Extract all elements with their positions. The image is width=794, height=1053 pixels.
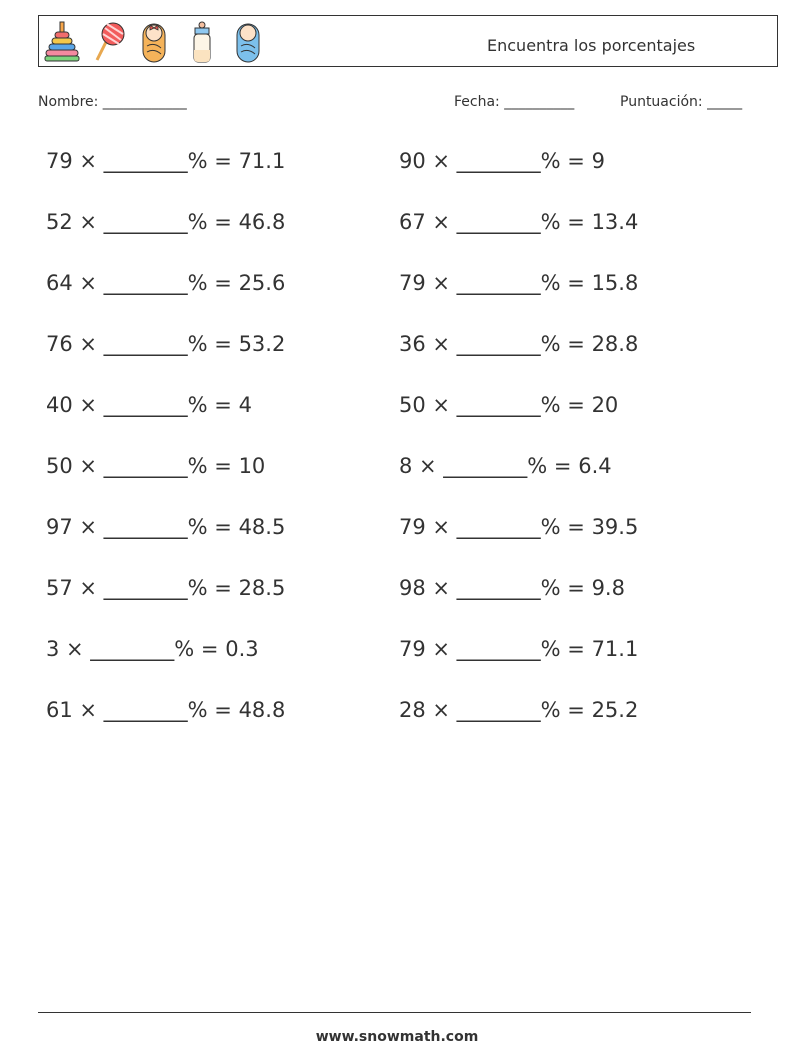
footer-divider	[38, 1012, 751, 1013]
worksheet-header	[38, 15, 778, 67]
problem-left-4: 76 × ________% = 53.2	[46, 332, 286, 356]
problem-left-9: 3 × ________% = 0.3	[46, 637, 259, 661]
problem-left-3: 64 × ________% = 25.6	[46, 271, 286, 295]
stacking-rings-toy-icon	[43, 20, 81, 64]
problem-right-2: 67 × ________% = 13.4	[399, 210, 639, 234]
date-field-label: Fecha: __________	[454, 94, 575, 110]
problem-right-4: 36 × ________% = 28.8	[399, 332, 639, 356]
problem-right-5: 50 × ________% = 20	[399, 393, 619, 417]
score-field-label: Puntuación: _____	[620, 94, 743, 110]
problem-left-8: 57 × ________% = 28.5	[46, 576, 286, 600]
problem-right-3: 79 × ________% = 15.8	[399, 271, 639, 295]
problem-right-10: 28 × ________% = 25.2	[399, 698, 639, 722]
problem-left-6: 50 × ________% = 10	[46, 454, 266, 478]
problem-left-5: 40 × ________% = 4	[46, 393, 252, 417]
problem-right-9: 79 × ________% = 71.1	[399, 637, 639, 661]
swaddled-baby-boy-icon	[233, 20, 263, 64]
swaddled-baby-girl-icon	[139, 20, 169, 64]
problem-right-8: 98 × ________% = 9.8	[399, 576, 625, 600]
problem-right-7: 79 × ________% = 39.5	[399, 515, 639, 539]
problem-right-1: 90 × ________% = 9	[399, 149, 605, 173]
baby-bottle-icon	[189, 20, 215, 64]
name-field-label: Nombre: ____________	[38, 94, 187, 110]
lollipop-icon	[91, 20, 129, 64]
worksheet-title: Encuentra los porcentajes	[487, 36, 696, 55]
problem-left-7: 97 × ________% = 48.5	[46, 515, 286, 539]
problem-left-10: 61 × ________% = 48.8	[46, 698, 286, 722]
problem-left-1: 79 × ________% = 71.1	[46, 149, 286, 173]
footer-url[interactable]: www.snowmath.com	[315, 1029, 479, 1045]
problem-left-2: 52 × ________% = 46.8	[46, 210, 286, 234]
problem-right-6: 8 × ________% = 6.4	[399, 454, 612, 478]
